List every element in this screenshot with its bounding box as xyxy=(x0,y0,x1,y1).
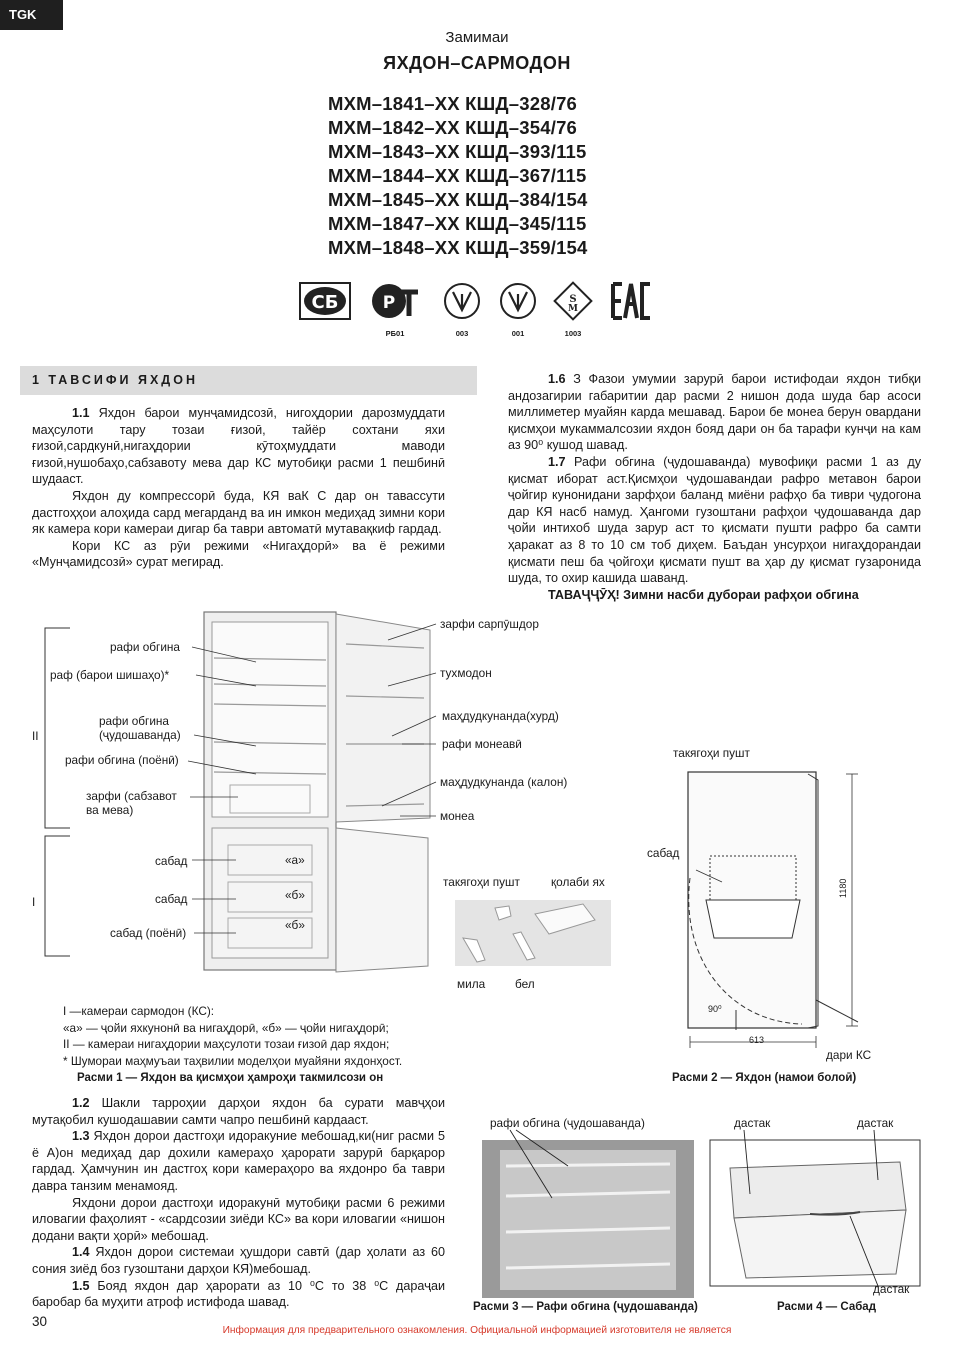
accessory-label: такягоҳи пушт xyxy=(443,875,520,889)
model-line: МХМ–1844–ХХ КШД–367/115 xyxy=(328,165,587,186)
legend-line: «а» — ҷойи яхкунонӣ ва нигаҳдорӣ, «б» — ҷойи нигаҳдорӣ; xyxy=(63,1020,389,1035)
paragraph: 1.5 Бояд яхдон дар ҳарорати аз 10 ⁰С то 38 ⁰С дараҷаи баробар ба муҳити атроф истифода шавад. xyxy=(32,1278,445,1310)
fig2-label: такягоҳи пушт xyxy=(673,746,750,760)
basket-label: «б» xyxy=(285,918,305,932)
legend-line: II — камераи нигаҳдории маҳсулоти тозаи ғизоӣ дар яхдон; xyxy=(63,1037,390,1051)
right-text-block xyxy=(508,371,921,603)
cert-code: 001 xyxy=(511,329,525,338)
fig1-label: монеа xyxy=(440,809,475,823)
fig1-label: сабад xyxy=(155,892,188,906)
model-list xyxy=(328,92,648,260)
fig2-caption: Расми 2 — Яхдон (намои болоӣ) xyxy=(672,1072,857,1084)
glass-shelf-photo xyxy=(482,1140,694,1298)
section-heading: 1 ТАВСИФИ ЯХДОН xyxy=(20,366,477,395)
stb-mark-icon xyxy=(302,282,348,320)
eac-mark-icon xyxy=(608,282,654,320)
basket-label: «б» xyxy=(285,888,305,902)
paragraph: Яхдони дорои дастгоҳи идоракунӣ мутобиқи расми 6 режими иловагии фаҳолият - «сардсозии зиёди КС» ва кори иловагии «нишон додани вақти ҳорӣ» мебошад. xyxy=(32,1195,445,1243)
model-line: МХМ–1842–ХХ КШД–354/76 xyxy=(328,117,578,138)
svg-text:M: M xyxy=(568,304,578,314)
model-line: МХМ–1848–ХХ КШД–359/154 xyxy=(328,237,588,258)
fig4-label: дастак xyxy=(873,1282,910,1296)
fig4-caption: Расми 4 — Сабад xyxy=(777,1301,877,1313)
ua-mark-icon xyxy=(439,282,485,320)
fig1-label: маҳдудкунанда(хурд) xyxy=(442,709,559,723)
appendix-label: Замимаи xyxy=(445,29,509,46)
page-number: 30 xyxy=(32,1314,48,1329)
accessories-illustration xyxy=(455,900,611,968)
fig1-label: рафи обгина xyxy=(110,640,180,654)
accessory-label: мила xyxy=(457,977,486,991)
paragraph: Кори КС аз рӯи режими «Нигаҳдорӣ» ва ё режими «Мунҷамидсозӣ» сурат мегирад. xyxy=(32,538,445,570)
legend-line: I —камераи сармодон (КС): xyxy=(63,1004,215,1018)
svg-text:СБ: СБ xyxy=(311,292,339,313)
lower-left-text xyxy=(32,1095,445,1311)
model-line: МХМ–1847–ХХ КШД–345/115 xyxy=(328,213,587,234)
accessory-label: бел xyxy=(515,977,535,991)
fig2-label: дари КС xyxy=(826,1048,872,1062)
cert-code: РБ01 xyxy=(385,329,405,338)
model-line: МХМ–1845–ХХ КШД–384/154 xyxy=(328,189,588,210)
fig1-legend xyxy=(63,1003,402,1069)
language-tag: TGK xyxy=(0,0,63,30)
ua-mark-icon xyxy=(495,282,541,320)
fig1-label: рафи обгина (поёнӣ) xyxy=(65,753,179,767)
model-line: МХМ–1843–ХХ КШД–393/115 xyxy=(328,141,587,162)
paragraph: 1.4 Яхдон дорои системаи ҳушдори савтӣ (дар ҳолати аз 60 сония зиёд боз гузоштани дарҳои КЯ)мебошад. xyxy=(32,1245,445,1276)
fig1-label: рафи монеавӣ xyxy=(442,737,522,751)
paragraph: 1.3 Яхдон дорои дастгоҳи идоракуние мебошад,ки(ниг расми 5 ё A)он медиҳад дар дохили камераҳо ҳарорати зарурӣ барқарор гардад. Ҳамчунин ин дастгоҳ кори камераҳоро ва яхдонро ба таври давра танзим менамояд. xyxy=(32,1129,445,1193)
fig3-label: рафи обгина (ҷудошаванда) xyxy=(490,1116,645,1130)
paragraph: Яхдон ду компрессорӣ буда, КЯ ваК С дар он тавассути дастгоҳҳои алоҳида сард мегарданд ва ин имкон медиҳад зимни кори як камера кори камераи дигар ба таври автоматӣ мутавақкиф гардад. xyxy=(32,488,445,537)
angle-dimension: 90⁰ xyxy=(708,1004,722,1014)
fig1-label: сабад (поёнӣ) xyxy=(110,926,187,940)
fig1-label: раф (барои шишаҳо)* xyxy=(50,668,170,682)
sm-mark-icon xyxy=(550,282,596,320)
cert-code: 003 xyxy=(455,329,469,338)
rst-mark-icon xyxy=(372,282,418,320)
height-dimension: 1180 xyxy=(838,878,848,898)
fig1-label: тухмодон xyxy=(440,666,492,680)
roman-one: I xyxy=(32,895,36,909)
paragraph: 1.2 Шакли тарроҳии дарҳои яхдон ба сурати мавҷҳои мутақобил кушодашавии самти чапро пешбинӣ кардааст. xyxy=(32,1096,445,1127)
document-title: ЯХДОН–САРМОДОН xyxy=(383,53,571,73)
svg-text:Р: Р xyxy=(382,293,396,313)
fridge-top-view xyxy=(640,760,880,1050)
fig4-label: дастак xyxy=(857,1116,894,1130)
left-text-block xyxy=(32,405,445,571)
warning-note: ТАВАҶҶӮҲ! Зимни насби дубораи рафҳои обгина xyxy=(548,587,859,602)
fig1-label: зарфи сарпӯшдор xyxy=(440,617,539,631)
basket-label: «а» xyxy=(285,853,305,867)
fig1-label: зарфи (сабзавот ва мева) xyxy=(86,789,177,817)
fig3-caption: Расми 3 — Рафи обгина (ҷудошаванда) xyxy=(473,1301,698,1313)
cert-code: 1003 xyxy=(564,329,582,338)
fig2-label: сабад xyxy=(647,846,680,860)
fig4-label: дастак xyxy=(734,1116,771,1130)
fig1-caption: Расми 1 — Яхдон ва қисмҳои ҳамроҳи такмилсози он xyxy=(77,1072,384,1084)
paragraph: 1.1 Яхдон барои мунҷамидсозӣ, нигоҳдории дарозмуддати маҳсулоти тару тозаи ғизоӣ, тайёр сохтани яхи ғизоӣ,сардкунӣ,нигаҳдории кӯтоҳмуддати маводи ғизоӣ,нушобаҳо,сабзавоту мева дар КС мутобиқи расми 1 пешбинӣ шудааст. xyxy=(32,406,445,487)
legend-line: * Шумораи маҳмуъаи таҳвилии моделҳои муайяни яхдонҳост. xyxy=(63,1053,403,1068)
svg-text:S: S xyxy=(569,294,577,305)
footer-disclaimer: Информация для предварительного ознакомления. Официальной информацией изготовителя не является xyxy=(222,1325,732,1336)
model-line: МХМ–1841–ХХ КШД–328/76 xyxy=(328,93,578,114)
fig1-label: рафи обгина (ҷудошаванда) xyxy=(99,714,181,742)
roman-two: II xyxy=(32,729,39,743)
width-dimension: 613 xyxy=(749,1035,765,1045)
fig1-label: маҳдудкунанда (калон) xyxy=(440,775,568,789)
certification-marks xyxy=(302,282,662,342)
fig1-label: сабад xyxy=(155,854,188,868)
paragraph: 1.7 Рафи обгина (ҷудошаванда) мувофиқи расми 1 аз ду қисмат иборат аст.Қисмҳои ҷудошавандаи рафро метавон барои ҷойгир кунонидани зарфҳои баланд миёни рафҳо ба тиври ҷудогона дар КЯ насб намуд. Ҳангоми гузоштани рафҳои ҷудошаванда дар ҷойи интихоб шуда зарур аст то қисмати пушти рафро ба самти ҳаракат аз 8 то 10 см тоб диҳем. Баъдан унсурҳои нигаҳдорандаи қисмати пеш ба ҷойгоҳи қисмати пушт ва ҳар ду қисмат гузаронида шуда, то охир кашида шаванд. xyxy=(508,454,921,586)
basket-photo xyxy=(710,1140,920,1286)
paragraph: 1.6 З Фазои умумии зарурӣ барои истифодаи яхдон тибқи андозагирии габаритии дар расми 2 нишон дода шуда бар асоси миллиметер муайян карда мешавад. Барои бе монеа берун овардани қисмҳои мукаммалсозии яхдон бояд дари он ба тарафи кунҷи на кам аз 90⁰ кушод шавад. xyxy=(508,372,921,453)
accessory-label: қолаби ях xyxy=(551,875,605,889)
